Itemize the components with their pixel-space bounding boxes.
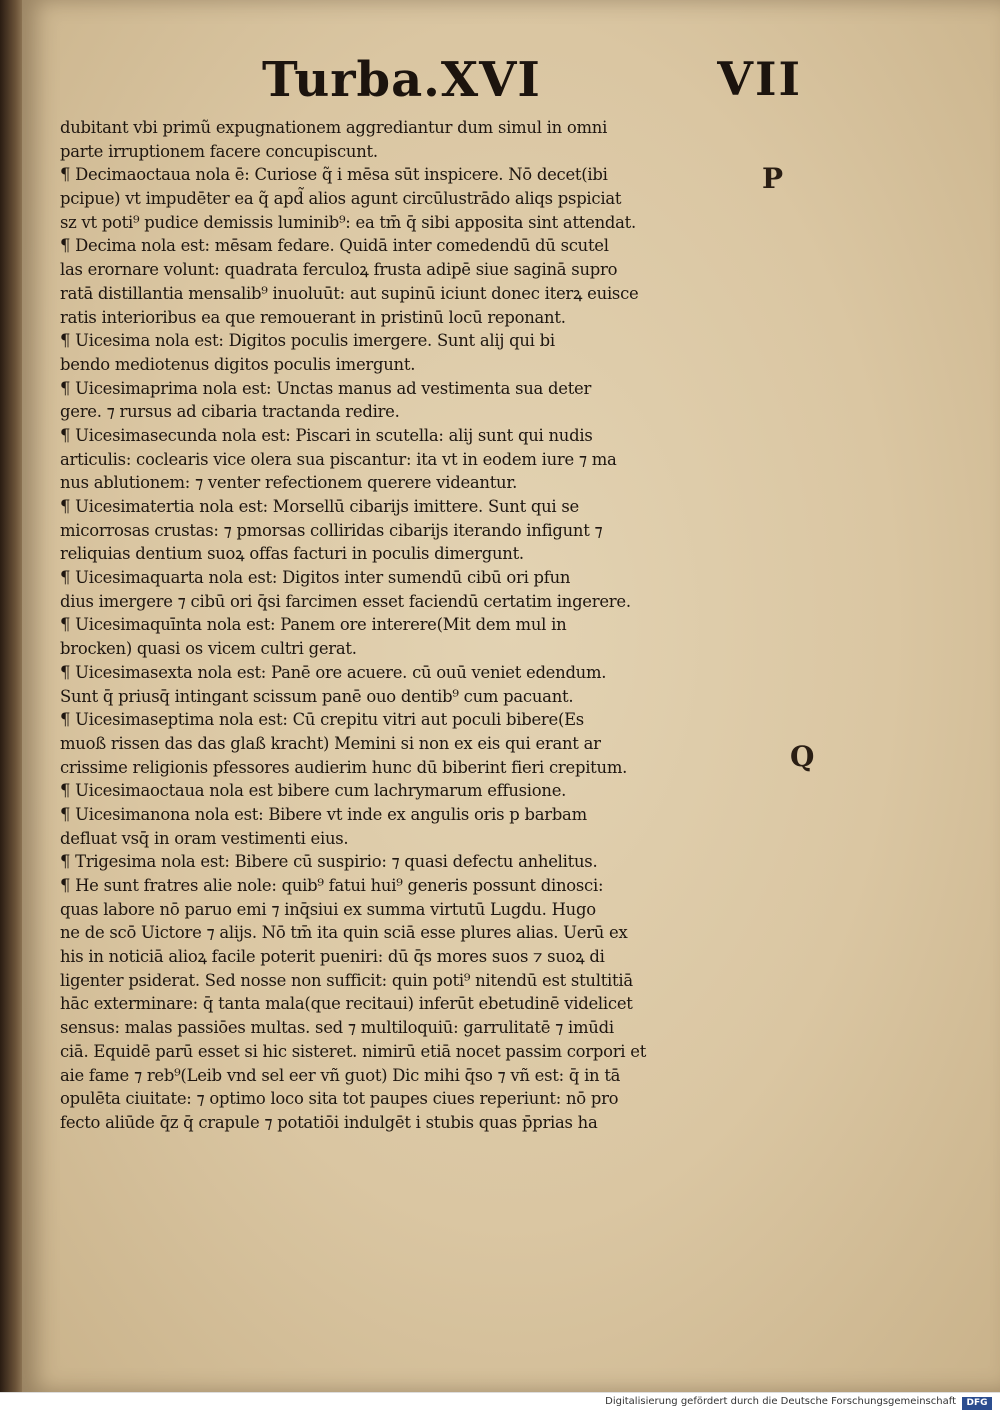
- marginal-letter-p: P: [762, 162, 784, 195]
- page-header: [262, 52, 802, 112]
- text-line: ¶ He sunt fratres alie nole: quib⁹ fatui hui⁹ generis possunt dinosci:: [60, 876, 604, 895]
- folio-number: VII: [717, 52, 802, 106]
- book-page: [22, 0, 1000, 1392]
- text-line: pcipue) vt impudēter ea q̃ apd̃ alios agunt circūlustrādo aliqs pspiciat: [60, 189, 622, 209]
- text-line: aie fame ⁊ reb⁹(Leib vnd sel eer vñ guot) Dic mihi q̄so ⁊ vñ est: q̄ in tā: [60, 1065, 621, 1085]
- text-line: opulēta ciuitate: ⁊ optimo loco sita tot paupes ciues reperiunt: nō pro: [60, 1089, 619, 1109]
- digitization-footer: [0, 1392, 1000, 1414]
- text-line: ¶ Uicesimasexta nola est: Panē ore acuere. cū ouū veniet edendum.: [60, 662, 607, 682]
- text-line: ¶ Uicesima nola est: Digitos poculis imergere. Sunt alij qui bi: [60, 331, 555, 351]
- text-line: dubitant vbi primũ expugnationem aggrediantur dum simul in omni: [60, 118, 608, 137]
- text-line: micorrosas crustas: ⁊ pmorsas colliridas cibarijs iterando infigunt ⁊: [60, 520, 603, 540]
- text-line: muoß rissen das das glaß kracht) Memini si non ex eis qui erant ar: [60, 733, 601, 753]
- text-line: articulis: coclearis vice olera sua piscantur: ita vt in eodem iure ⁊ ma: [60, 449, 617, 469]
- text-line: ne de scō Uictore ⁊ alijs. Nō tm̄ ita quin sciā esse plures alias. Uerū ex: [60, 923, 628, 943]
- text-line: ¶ Uicesimatertia nola est: Morsellū cibarijs imittere. Sunt qui se: [60, 497, 579, 516]
- text-line: his in noticiā alioꝝ facile poterit pueniri: dū q̄s mores suos ⁊ suoꝝ di: [60, 947, 605, 967]
- text-line: brocken) quasi os vicem cultri gerat.: [60, 639, 357, 659]
- text-line: las erornare volunt: quadrata ferculoꝝ frusta adipē siue saginā supro: [60, 260, 618, 280]
- text-line: ¶ Uicesimaseptima nola est: Cū crepitu vitri aut poculi bibere(Es: [60, 710, 584, 730]
- text-line: bendo mediotenus digitos poculis imergunt.: [60, 354, 416, 374]
- text-line: ciā. Equidē parū esset si hic sisteret. nimirū etiā nocet passim corpori et: [60, 1041, 647, 1061]
- text-line: ¶ Uicesimanona nola est: Bibere vt inde ex angulis oris p barbam: [60, 804, 587, 824]
- text-line: ratis interioribus ea que remouerant in pristinū locū reponant.: [60, 307, 566, 327]
- dfg-logo: DFG: [962, 1397, 992, 1410]
- funding-credit: Digitalisierung gefördert durch die Deutsche Forschungsgemeinschaft: [605, 1396, 956, 1407]
- text-line: ¶ Decimaoctaua nola ē: Curiose q̃ i mēsa sūt inspicere. Nō decet(ibi: [60, 165, 608, 185]
- text-line: reliquias dentium suoꝝ offas facturi in poculis dimergunt.: [60, 544, 524, 564]
- text-line: ¶ Uicesimaoctaua nola est bibere cum lachrymarum effusione.: [60, 781, 567, 801]
- text-line: crissime religionis pfessores audierim hunc dū biberint fieri crepitum.: [60, 757, 628, 777]
- text-line: ¶ Uicesimaprima nola est: Unctas manus ad vestimenta sua deter: [60, 378, 592, 398]
- text-line: Sunt q̄ priusq̄ intingant scissum panē ouo dentib⁹ cum pacuant.: [60, 686, 574, 706]
- text-line: dius imergere ⁊ cibū ori q̄si farcimen esset faciendū certatim ingerere.: [60, 591, 631, 611]
- text-line: ¶ Uicesimasecunda nola est: Piscari in scutella: alij sunt qui nudis: [60, 425, 593, 445]
- text-line: sensus: malas passiōes multas. sed ⁊ multiloquiū: garrulitatē ⁊ imūdi: [60, 1018, 614, 1038]
- text-line: defluat vsq̄ in oram vestimenti eius.: [60, 828, 349, 848]
- text-line: nus ablutionem: ⁊ venter refectionem querere videantur.: [60, 473, 518, 493]
- text-line: ligenter psiderat. Sed nosse non sufficit: quin poti⁹ nitendū est stultitiā: [60, 970, 633, 990]
- text-line: sz vt poti⁹ pudice demissis luminib⁹: ea tm̄ q̄ sibi apposita sint attendat.: [60, 212, 636, 232]
- text-line: hāc exterminare: q̄ tanta mala(que recitaui) inferūt ebetudinē videlicet: [60, 994, 633, 1014]
- text-line: parte irruptionem facere concupiscunt.: [60, 141, 378, 161]
- text-line: fecto aliūde q̄z q̄ crapule ⁊ potatiōi indulgēt i stubis quas p̄prias ha: [60, 1112, 598, 1132]
- text-line: gere. ⁊ rursus ad cibaria tractanda redire.: [60, 402, 400, 422]
- text-block: [60, 116, 780, 1135]
- running-title: Turba.XVI: [262, 52, 541, 108]
- text-line: ¶ Uicesimaquīnta nola est: Panem ore interere(Mit dem mul in: [60, 615, 567, 635]
- marginal-letter-q: Q: [790, 740, 815, 773]
- text-line: ratā distillantia mensalib⁹ inuoluūt: aut supinū iciunt donec iterꝝ euisce: [60, 283, 639, 303]
- text-line: ¶ Decima nola est: mēsam fedare. Quidā inter comedendū dū scutel: [60, 236, 609, 256]
- text-line: ¶ Uicesimaquarta nola est: Digitos inter sumendū cibū ori pfun: [60, 568, 571, 588]
- text-line: ¶ Trigesima nola est: Bibere cū suspirio: ⁊ quasi defectu anhelitus.: [60, 852, 598, 872]
- text-line: quas labore nō paruo emi ⁊ inq̄siui ex summa virtutū Lugdu. Hugo: [60, 899, 596, 919]
